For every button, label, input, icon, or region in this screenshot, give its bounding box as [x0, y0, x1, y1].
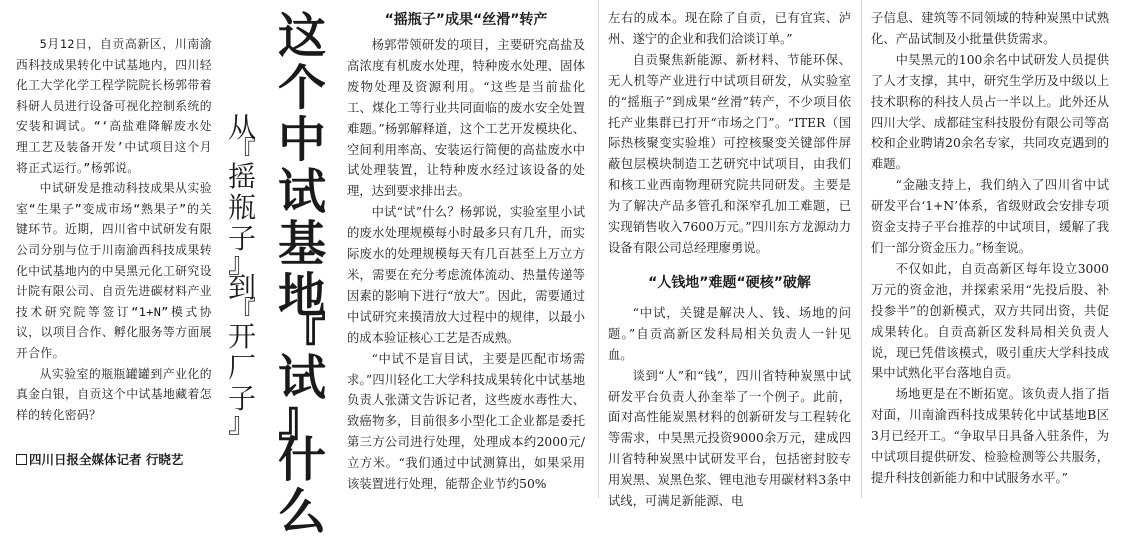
byline-box-icon	[16, 454, 27, 465]
column-divider	[861, 0, 862, 498]
headline-char: 中	[277, 112, 326, 168]
headline-char: 』	[277, 391, 326, 447]
body-paragraph: 不仅如此，自贡高新区每年设立3000万元的资金池，并探索采用“先投后股、补投参半”的创新模式，双方共同出资，共促成果转化。自贡高新区发科局相关负责人说，现已凭借该模式，吸引重庆大学科技成果中试熟化平台落地自贡。	[871, 261, 1109, 381]
headline-char: 么	[277, 484, 326, 540]
body-paragraph: 中试“试”什么？杨郭说，实验室里小试的废水处理规模每小时最多只有几升，而实际废水的处理规模每天有几百甚至上万立方米，需要在充分考虑流体流动、热量传递等因素的影响下进行“放大”。因此，需要通过中试研究来摸清放大过程中的规律，以最小的成本验证核心工艺是否成熟。	[347, 205, 585, 345]
article-column-3	[608, 8, 851, 509]
subheadline-char: 摇	[227, 160, 256, 193]
headline-char: 试	[277, 164, 326, 220]
lead-paragraph: 从实验室的瓶瓶罐罐到产业化的真金白银，自贡这个中试基地藏着怎样的转化密码？	[16, 366, 212, 422]
headline-char: 地	[277, 268, 326, 324]
body-paragraph: 左右的成本。现在除了自贡，已有宜宾、泸州、遂宁的企业和我们洽谈订单。”	[608, 11, 851, 46]
subheadline-char: 子	[227, 382, 256, 415]
headline-char: 试	[277, 350, 326, 406]
headline-sub	[220, 111, 264, 439]
subheadline-char: 开	[227, 320, 256, 353]
subheadline-char: 子	[227, 222, 256, 255]
article-column-4	[871, 8, 1109, 485]
lead-paragraph: 5月12日，自贡高新区，川南渝西科技成果转化中试基地内，四川轻化工大学化学工程学院院长杨郭带着科研人员进行设备可视化控制系统的安装和调试。“‘高盐难降解废水处理工艺及装备开发’中试项目这个月将正式运行。”杨郭说。	[16, 37, 212, 175]
body-paragraph: “中试，关键是解决人、钱、场地的问题。”自贡高新区发科局相关负责人一针见血。	[608, 305, 851, 362]
lead-paragraph: 中试研发是推动科技成果从实验室“生果子”变成市场“熟果子”的关键环节。近期，四川省中试研发有限公司分别与位于川南渝西科技成果转化中试基地内的中昊黑元化工研究设计院有限公司、自贡先进碳材料产业技术研究院等签订“1+N”模式协议，以项目合作、孵化服务等方面展开合作。	[16, 181, 212, 360]
section-subhead: “摇瓶子”成果“丝滑”转产	[384, 12, 548, 28]
body-paragraph: 中昊黑元的100余名中试研发人员提供了人才支撑，其中，研究生学历及中级以上技术职称的科技人员占一半以上。此外还从四川大学、成都硅宝科技股份有限公司等高校和企业聘请20余名专家，共同攻克遇到的难题。	[871, 52, 1109, 172]
subheadline-char: 』	[227, 406, 256, 439]
headline-char: 这	[277, 8, 326, 64]
section-subhead: “人钱地”难题“硬核”破解	[648, 274, 811, 291]
body-paragraph: “金融支持上，我们纳入了四川省中试研发平台‘1+N’体系，省级财政会安排专项资金支持子平台推荐的中试项目，缓解了我们一部分资金压力。”杨奎说。	[871, 178, 1109, 255]
lead-column	[16, 34, 212, 434]
byline-text: 四川日报全媒体记者 行晓艺	[29, 452, 184, 467]
subheadline-char: 从	[227, 111, 256, 144]
subheadline-char: 瓶	[227, 191, 256, 224]
subheadline-char: 『	[227, 135, 256, 168]
article-column-2	[347, 8, 585, 492]
headline-main	[270, 10, 334, 538]
body-paragraph: 自贡聚焦新能源、新材料、节能环保、无人机等产业进行中试项目研发，从实验室的“摇瓶子”到成果“丝滑”转产，不少项目依托产业集群已打开“市场之门”。“ITER（国际热核聚变实验堆）可控核聚变关键部件屏蔽包层模块制造工艺研究中试项目，由我们和核工业西南物理研究院共同研发。主要是为了解决产品多管孔和深窄孔加工难题，已实现销售收入7600万元。”四川东方龙源动力设备有限公司总经理廖勇说。	[608, 52, 851, 255]
headline-char: 基	[277, 216, 326, 272]
body-paragraph: 子信息、建筑等不同领域的特种炭黑中试熟化、产品试制及小批量供货需求。	[871, 11, 1109, 46]
body-paragraph: 谈到“人”和“钱”，四川省特种炭黑中试研发平台负责人孙奎举了一个例子。此前，面对高性能炭黑材料的创新研发与工程转化等需求，中昊黑元投资9000余万元，建成四川省特种炭黑中试研发平台，包括密封胶专用炭黑、炭黑色浆、锂电池专用碳材料3条中试线，可满足新能源、电	[608, 368, 851, 509]
headline-char: 『	[277, 309, 326, 365]
body-paragraph: 场地更是在不断拓宽。该负责人指了指对面，川南渝西科技成果转化中试基地B区3月已经开工。“争取早日具备入驻条件，为中试项目提供研发、检验检测等公共服务，提升科技创新能力和中试服务水平。”	[871, 387, 1109, 485]
column-divider	[598, 0, 599, 498]
subheadline-char: 『	[227, 295, 256, 328]
headline-char: 什	[277, 432, 326, 488]
subheadline-char: 到	[227, 271, 256, 304]
body-paragraph: 杨郭带领研发的项目，主要研究高盐及高浓度有机废水处理，特种废水处理、固体废物处理及资源利用。“这些是当前盐化工、煤化工等行业共同面临的废水安全处置难题。”杨郭解释道，这个工艺开发模块化、空间利用率高、安装运行简便的高盐废水中试处理装置，让特种废水经过该设备的处理，达到要求排出去。	[347, 38, 585, 199]
body-paragraph: “中试不是盲目试，主要是匹配市场需求。”四川轻化工大学科技成果转化中试基地负责人张潇文告诉记者，这些废水毒性大、致癌物多，目前很多小型化工企业都是委托第三方公司进行处理，处理成本约2000元/立方米。“我们通过中试测算出，如果采用该装置进行处理，能帮企业节约50%	[347, 351, 585, 492]
byline	[16, 450, 183, 468]
subheadline-char: 』	[227, 246, 256, 279]
headline-char: 个	[277, 60, 326, 116]
subheadline-char: 厂	[227, 351, 256, 384]
